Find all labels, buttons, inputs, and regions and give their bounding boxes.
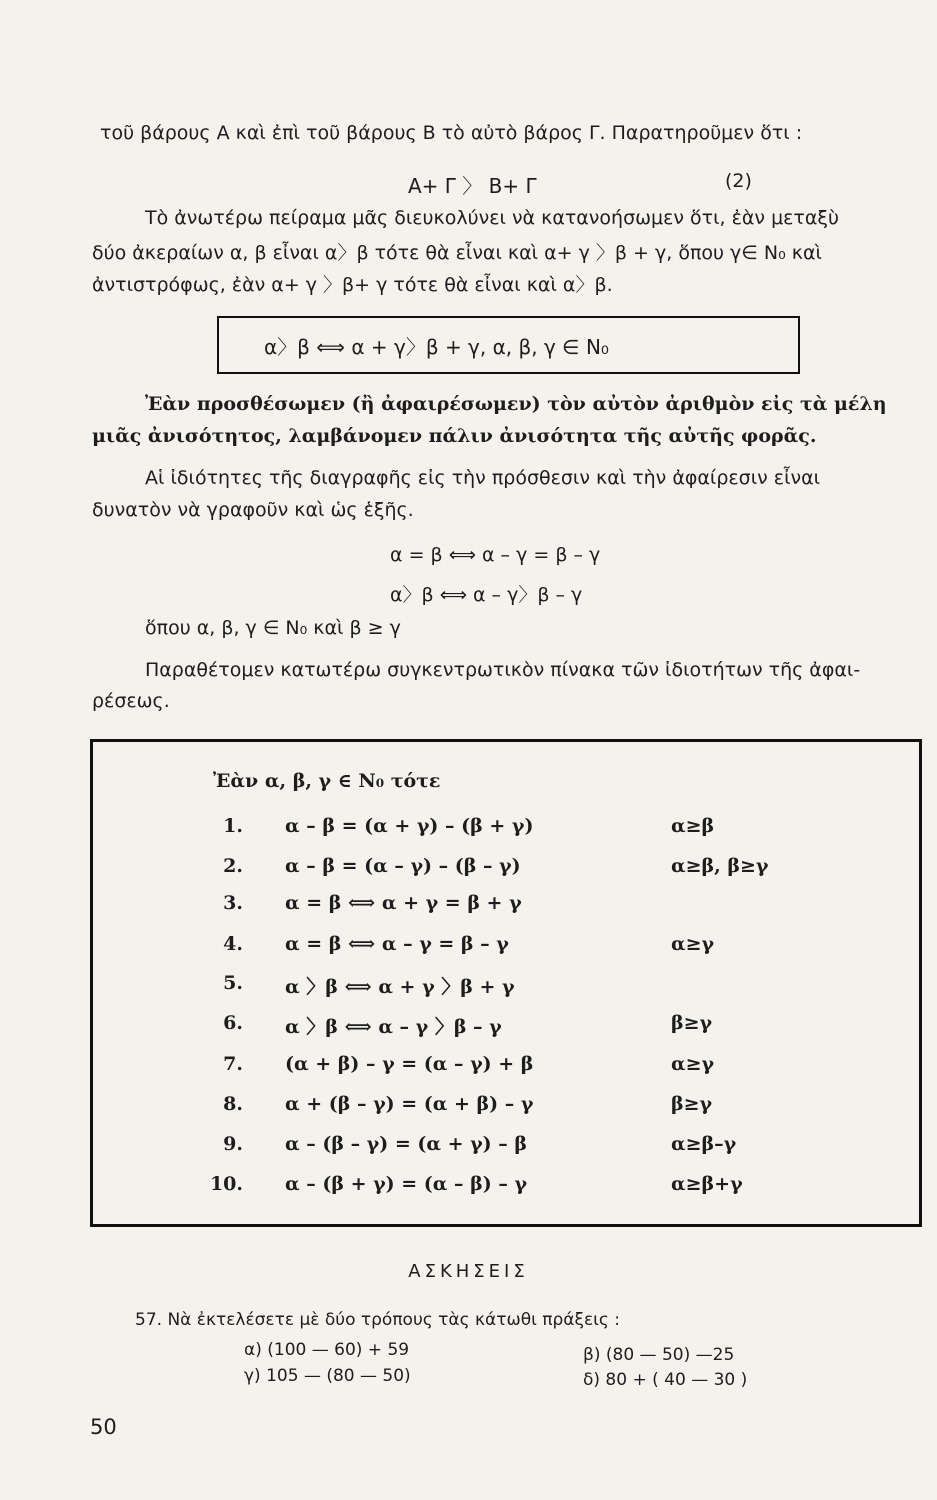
row-equation: α 〉β ⟺ α – γ 〉β – γ	[285, 1016, 502, 1038]
row-condition: α≥β	[671, 815, 715, 837]
boxed-rule-text: α〉β ⟺ α + γ〉β + γ, α, β, γ ∈ N₀	[264, 334, 609, 359]
row-condition: α≥β, β≥γ	[671, 855, 769, 877]
row-equation: α 〉β ⟺ α + γ 〉β + γ	[285, 976, 515, 998]
text-line: δύο ἀκεραίων α, β εἶναι α〉β τότε θὰ εἶναι καὶ α+ γ 〉β + γ, ὅπου γ∈ N₀ καὶ	[92, 242, 822, 264]
table-row	[93, 933, 919, 965]
bold-statement: Ἐὰν προσθέσωμεν (ἢ ἀφαιρέσωμεν) τὸν αὐτὸν ἀριθμὸν εἰς τὰ μέλη	[145, 393, 887, 415]
row-condition: α≥β–γ	[671, 1133, 737, 1155]
row-condition: β≥γ	[671, 1012, 713, 1034]
table-row	[93, 855, 919, 887]
text-line: Τὸ ἀνωτέρω πείραμα μᾶς διευκολύνει νὰ κατανοήσωμεν ὅτι, ἐὰν μεταξὺ	[145, 207, 839, 229]
row-number: 10.	[209, 1173, 243, 1195]
properties-table	[90, 739, 922, 1227]
table-row	[93, 1093, 919, 1125]
row-number: 7.	[223, 1053, 243, 1075]
row-condition: α≥γ	[671, 1053, 715, 1075]
row-equation: α – (β – γ) = (α + γ) – β	[285, 1133, 528, 1155]
text-line: δυνατὸν νὰ γραφοῦν καὶ ὡς ἑξῆς.	[92, 499, 414, 521]
exercise-item-c: γ) 105 — (80 — 50)	[244, 1366, 411, 1386]
equivalence-equal: α = β ⟺ α – γ = β – γ	[390, 544, 601, 566]
row-number: 6.	[223, 1012, 243, 1034]
exercise-intro: 57. Νὰ ἐκτελέσετε μὲ δύο τρόπους τὰς κάτωθι πράξεις :	[135, 1310, 621, 1330]
equation-number: (2)	[725, 170, 752, 192]
row-number: 2.	[223, 855, 243, 877]
equivalence-greater: α〉β ⟺ α – γ〉β – γ	[390, 584, 583, 606]
exercise-item-a: α) (100 — 60) + 59	[244, 1340, 410, 1360]
row-equation: α = β ⟺ α + γ = β + γ	[285, 892, 522, 914]
row-number: 8.	[223, 1093, 243, 1115]
table-header: Ἐὰν α, β, γ ∈ N₀ τότε	[213, 770, 441, 792]
row-equation: α – (β + γ) = (α – β) – γ	[285, 1173, 528, 1195]
table-row	[93, 1012, 919, 1044]
row-equation: α – β = (α + γ) – (β + γ)	[285, 815, 534, 837]
row-number: 9.	[223, 1133, 243, 1155]
bold-statement: μιᾶς ἀνισότητος, λαμβάνομεν πάλιν ἀνισότητα τῆς αὐτῆς φορᾶς.	[92, 425, 817, 447]
page-number: 50	[90, 1415, 117, 1439]
text-line: τοῦ βάρους Α καὶ ἐπὶ τοῦ βάρους Β τὸ αὐτὸ βάρος Γ. Παρατηροῦμεν ὅτι :	[100, 122, 803, 144]
text-line: ρέσεως.	[92, 690, 170, 712]
row-number: 1.	[223, 815, 243, 837]
table-row	[93, 1133, 919, 1165]
exercise-item-d: δ) 80 + ( 40 — 30 )	[583, 1370, 748, 1390]
text-line: ὅπου α, β, γ ∈ N₀ καὶ β ≥ γ	[145, 617, 401, 639]
row-number: 5.	[223, 972, 243, 994]
table-row	[93, 972, 919, 1004]
row-number: 3.	[223, 892, 243, 914]
row-condition: α≥β+γ	[671, 1173, 743, 1195]
row-condition: β≥γ	[671, 1093, 713, 1115]
inequality-2: Α+ Γ 〉 Β+ Γ	[408, 174, 537, 198]
row-condition: α≥γ	[671, 933, 715, 955]
text-line: Αἱ ἰδιότητες τῆς διαγραφῆς εἰς τὴν πρόσθεσιν καὶ τὴν ἀφαίρεσιν εἶναι	[145, 467, 821, 489]
exercise-item-b: β) (80 — 50) —25	[583, 1345, 735, 1365]
row-equation: (α + β) – γ = (α – γ) + β	[285, 1053, 534, 1075]
row-equation: α = β ⟺ α – γ = β – γ	[285, 933, 509, 955]
row-equation: α + (β – γ) = (α + β) – γ	[285, 1093, 534, 1115]
table-row	[93, 1053, 919, 1085]
row-equation: α – β = (α – γ) – (β – γ)	[285, 855, 521, 877]
text-line: Παραθέτομεν κατωτέρω συγκεντρωτικὸν πίνακα τῶν ἰδιοτήτων τῆς ἀφαι-	[145, 659, 861, 681]
table-row	[93, 892, 919, 924]
row-number: 4.	[223, 933, 243, 955]
table-row	[93, 815, 919, 847]
exercises-heading: ΑΣΚΗΣΕΙΣ	[408, 1261, 529, 1282]
table-row	[93, 1173, 919, 1205]
text-line: ἀντιστρόφως, ἐὰν α+ γ 〉β+ γ τότε θὰ εἶναι καὶ α〉β.	[92, 274, 613, 296]
boxed-rule	[217, 316, 800, 374]
